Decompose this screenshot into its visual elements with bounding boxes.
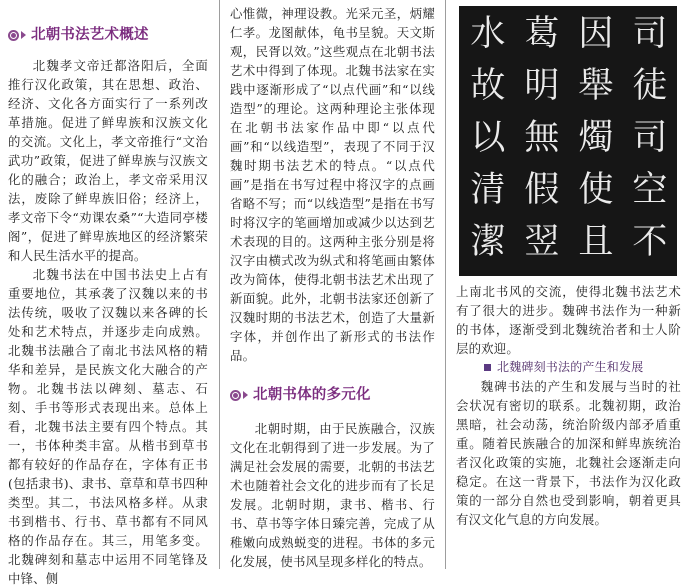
subheading-text: 北魏碑刻书法的产生和发展	[497, 360, 644, 374]
square-bullet-icon	[484, 364, 491, 371]
rubbing-glyph: 葛	[524, 14, 560, 54]
rubbing-glyph: 故	[470, 66, 506, 106]
arrow-right-icon	[243, 391, 248, 399]
rubbing-glyph: 不	[632, 222, 668, 262]
section-heading-diversity	[230, 384, 435, 406]
subheading	[484, 358, 681, 377]
column-left	[8, 0, 208, 588]
rubbing-glyph: 潔	[470, 222, 506, 262]
rubbing-glyph: 假	[524, 170, 560, 210]
section-heading-overview	[8, 24, 208, 46]
rubbing-glyph: 徒	[632, 66, 668, 106]
paragraph: 北魏孝文帝迁都洛阳后，全面推行汉化政策，其在思想、政治、经济、文化各方面实行了一系列改革措施。促进了鲜卑族和汉族文化的交流。文化上，孝文帝推行“文治武功”政策，促进了鲜卑族与汉族文化的融合；政治上，孝文帝采用汉法，废除了鲜卑族旧俗；经济上，孝文帝下令“劝课农桑”“大造同亭楼阁”，促进了鲜卑族地区的经济繁荣和人民生活水平的提高。	[8, 58, 208, 263]
paragraph: 北魏书法在中国书法史上占有重要地位，其承袭了汉魏以来的书法传统，吸收了汉魏以来各碑的长处和艺术特点，并逐步走向成熟。北魏书法融合了南北书法风格的精华和差异，是民族文化大融合的产物。北魏书法以碑刻、墓志、石刻、手书等形式表现出来。总体上看，北魏书法主要有四个特点。其一，书体种类丰富。从楷书到草书都有较好的作品存在，字体有正书(包括隶书)、隶书、章草和草书四种类型。其二，书法风格多样。从隶书到楷书、行书、草书都有不同风格的作品存在。其三，用笔多变。北魏碑刻和墓志中运用不同笔锋及中锋、侧	[8, 267, 208, 586]
column-middle	[230, 0, 435, 571]
rubbing-glyph: 空	[632, 170, 668, 210]
rubbing-glyph: 司	[632, 14, 668, 54]
rubbing-glyph: 因	[578, 14, 614, 54]
bullet-circle-icon	[230, 390, 241, 401]
arrow-right-icon	[21, 31, 26, 39]
paragraph: 魏碑书法的产生和发展与当时的社会状况有密切的联系。北魏初期，政治黑暗，社会动荡，统治阶级内部矛盾重重。随着民族融合的加深和鲜卑族统治者汉化政策的实施，北魏社会逐渐走向稳定。在这一背景下，书法作为汉化政策的一部分自然也受到影响，朝着更具有汉文化气息的方向发展。	[456, 379, 681, 527]
column-divider-left	[219, 0, 220, 569]
rubbing-glyph: 明	[524, 66, 560, 106]
rubbing-glyph: 清	[470, 170, 506, 210]
rubbing-glyph: 燭	[578, 118, 614, 158]
bullet-circle-icon	[8, 30, 19, 41]
rubbing-glyph: 無	[524, 118, 560, 158]
rubbing-glyph: 以	[470, 118, 506, 158]
paragraph-continuation: 心惟微，神理设教。光采元圣，炳耀仁孝。龙图献体，龟书呈貌。天文斯观，民胥以效。”这些观点在北朝书法艺术中得到了体现。北魏书法家在实践中逐渐形成了“以点代画”和“以线造型”的理论。这两种理论主张体现在北朝书法家作品中即“以点代画”和“以线造型”，表现了不同于汉魏时期书法艺术的特点。“以点代画”是指在书写过程中将汉字的点画省略不写；而“以线造型”是指在书写时将汉字的笔画增加或减少以达到艺术表现的目的。这两种主张分别是将汉字由横式改为纵式和将笔画由繁体改为简体，使得北朝书法艺术出现了新面貌。此外，北朝书法家还创新了汉魏时期的书法艺术，创造了大量新字体，并创作出了新形式的书法作品。	[230, 6, 435, 363]
rubbing-glyph: 使	[578, 170, 614, 210]
section-title: 北朝书体的多元化	[253, 386, 371, 403]
rubbing-glyph: 舉	[578, 66, 614, 106]
rubbing-glyph: 且	[578, 222, 614, 262]
rubbing-glyph: 翌	[524, 222, 560, 262]
rubbing-glyph: 水	[470, 14, 506, 54]
column-divider-right	[445, 0, 446, 569]
paragraph-continuation: 上南北书风的交流，使得北魏书法艺术有了很大的进步。魏碑书法作为一种新的书体，逐渐受到北魏统治者和士人阶层的欢迎。	[456, 284, 681, 356]
section-title: 北朝书法艺术概述	[31, 26, 149, 43]
column-right	[456, 0, 681, 529]
paragraph: 北朝时期，由于民族融合，汉族文化在北朝得到了进一步发展。为了满足社会发展的需要，北朝的书法艺术也随着社会文化的进步而有了长足发展。北朝时期，隶书、楷书、行书、草书等字体日臻完善，完成了从稚嫩向成熟蜕变的进程。书体的多元化发展，使书风呈现多样化的特点。	[230, 421, 435, 569]
calligraphy-rubbing-image	[459, 6, 677, 276]
rubbing-glyph: 司	[632, 118, 668, 158]
